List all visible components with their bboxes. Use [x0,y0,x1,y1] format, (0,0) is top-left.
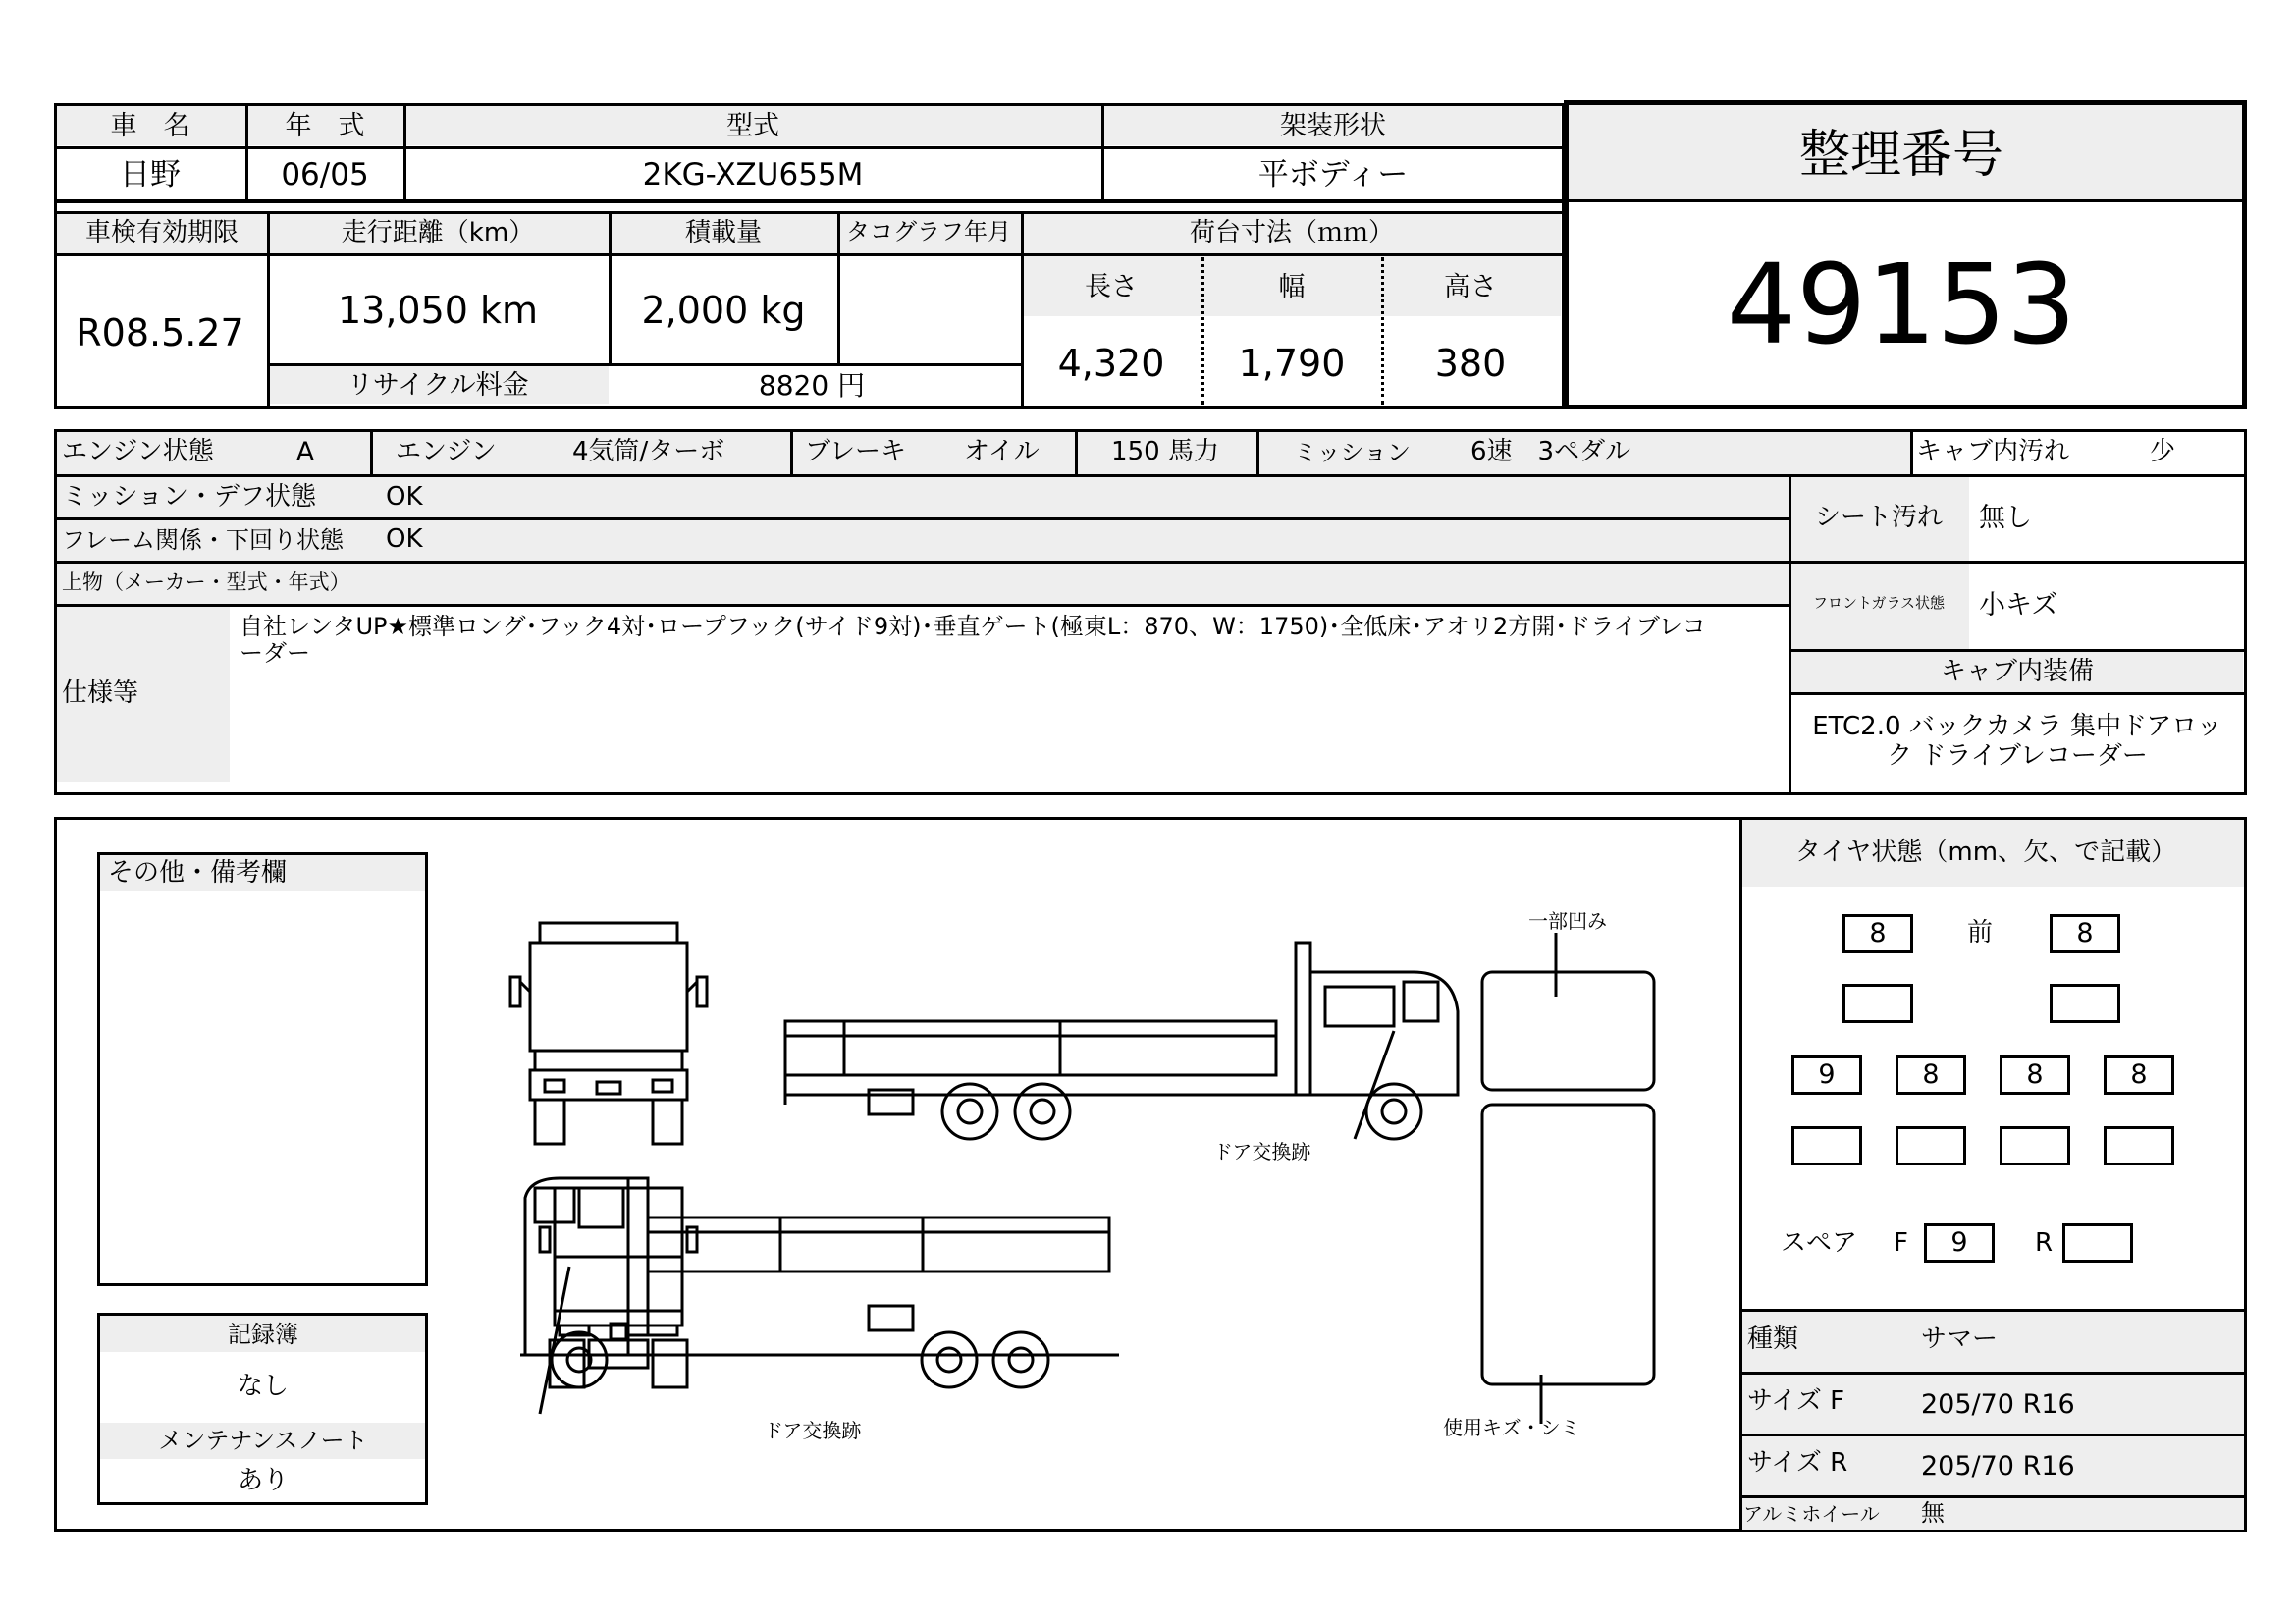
bed-width-value: 1,790 [1238,342,1346,385]
dent-note: 一部凹み [1528,909,1607,933]
tire-size-f-label: サイズ F [1747,1386,1845,1416]
engine-state-label: エンジン状態 [62,437,214,466]
engine-label: エンジン [396,437,497,466]
bed-length-label: 長さ [1085,272,1138,302]
tire-rear-5 [1791,1126,1862,1165]
cab-equipment-line-1: ETC2.0 バックカメラ 集中ドアロッ [1812,712,2222,741]
truck-front-view [510,923,707,1144]
mission-diff-label: ミッション・デフ状態 [62,482,316,512]
tire-front-label: 前 [1966,918,1994,947]
mileage-label: 走行距離（km） [341,218,535,247]
door-note-top: ドア交換跡 [1213,1140,1311,1163]
bed-size-label: 荷台寸法（ｍｍ） [1189,218,1395,247]
alloy-wheel-value: 無 [1921,1499,1945,1527]
bed-height-value: 380 [1434,342,1507,385]
reference-number: 49153 [1726,242,2077,369]
recycle-label: リサイクル料金 [347,370,529,401]
truck-diagram [491,893,1728,1463]
record-value: なし [237,1372,290,1401]
frame-label: フレーム関係・下回り状態 [62,526,345,554]
body-type-value: 平ボディー [1257,157,1409,192]
frame-value: OK [386,524,423,554]
cab-dirt-label: キャブ内汚れ [1916,437,2070,466]
windshield-label: フロントガラス状態 [1812,594,1946,612]
tire-rear-1: 9 [1791,1055,1862,1095]
tire-rear-3: 8 [2000,1055,2070,1095]
tire-rear-8 [2104,1126,2174,1165]
upper-body-label: 上物（メーカー・型式・年式） [62,570,350,594]
mileage-value: 13,050 km [337,289,539,332]
truck-side-view-left [520,1178,1119,1414]
spare-f-label: F [1894,1228,1908,1258]
spec-label: 仕様等 [62,678,139,708]
horsepower-value: 150 馬力 [1111,437,1219,466]
car-name-label: 車 名 [110,111,190,141]
maintenance-value: あり [237,1466,290,1495]
spec-line-1: 自社レンタUP★標準ロング･フック4対･ロープフック(サイド9対)･垂直ゲート(極東L：870、W：1750)･全低床･アオリ2方開･ドライブレコ [240,613,1706,640]
brake-value: オイル [964,437,1040,466]
bed-length-value: 4,320 [1057,342,1165,385]
bed-height-label: 高さ [1444,272,1497,302]
windshield-value: 小キズ [1979,590,2058,621]
tire-front-right-inner [2050,984,2120,1023]
tire-size-f-value: 205/70 R16 [1921,1389,2075,1420]
spare-r-label: R [2035,1228,2054,1258]
alloy-wheel-label: アルミホイール [1743,1502,1880,1526]
car-name: 日野 [120,157,181,192]
seat-dirt-value: 無し [1979,503,2032,533]
tire-rear-7 [2000,1126,2070,1165]
remarks-label: その他・備考欄 [108,858,288,888]
truck-side-view-right [785,943,1458,1139]
engine-state-value: A [295,437,315,467]
tire-rear-6 [1896,1126,1966,1165]
inspection-label: 車検有効期限 [84,218,240,247]
model-label: 型式 [726,111,779,141]
spare-f-value: 9 [1924,1223,1995,1263]
tachograph-label: タコグラフ年月 [846,218,1011,245]
tire-size-r-label: サイズ R [1747,1448,1848,1478]
reference-label: 整理番号 [1798,126,2004,185]
spec-line-2: ーダー [240,639,310,667]
tire-rear-2: 8 [1896,1055,1966,1095]
model-value: 2KG-XZU655M [642,157,864,192]
tire-title: タイヤ状態（mm、欠、で記載） [1794,838,2177,867]
remarks-box [97,852,428,1286]
spare-label: スペア [1781,1228,1858,1258]
tire-type-label: 種類 [1747,1325,1799,1354]
spare-r-value [2062,1223,2133,1263]
mission-value: 6速 3ペダル [1470,437,1631,466]
tire-front-left: 8 [1842,914,1913,953]
inspection-date: R08.5.27 [76,311,244,354]
brake-label: ブレーキ [805,437,906,466]
cab-dirt-value: 少 [2149,437,2176,466]
cab-equipment-label: キャブ内装備 [1940,657,2095,686]
year-label: 年 式 [285,111,365,141]
capacity-value: 2,000 kg [641,289,806,332]
tire-type-value: サマー [1921,1325,1999,1354]
bed-width-label: 幅 [1278,272,1306,302]
maintenance-label: メンテナンスノート [158,1427,368,1454]
record-label: 記録簿 [228,1321,298,1348]
engine-value: 4気筒/ターボ [572,437,725,466]
seat-dirt-label: シート汚れ [1814,503,1944,532]
body-type-label: 架装形状 [1280,111,1386,141]
tire-front-right: 8 [2050,914,2120,953]
recycle-fee: 8820 円 [758,369,866,402]
door-note-bottom: ドア交換跡 [764,1419,862,1442]
tire-rear-4: 8 [2104,1055,2174,1095]
cab-equipment-line-2: ク ドライブレコーダー [1887,741,2148,771]
capacity-label: 積載量 [684,218,763,247]
tire-size-r-value: 205/70 R16 [1921,1451,2075,1482]
mission-diff-value: OK [386,482,423,512]
mission-label: ミッション [1294,439,1412,466]
tire-front-left-inner [1842,984,1913,1023]
wear-note: 使用キズ・シミ [1443,1416,1580,1439]
truck-top-view [1482,933,1654,1424]
year-value: 06/05 [281,157,369,192]
